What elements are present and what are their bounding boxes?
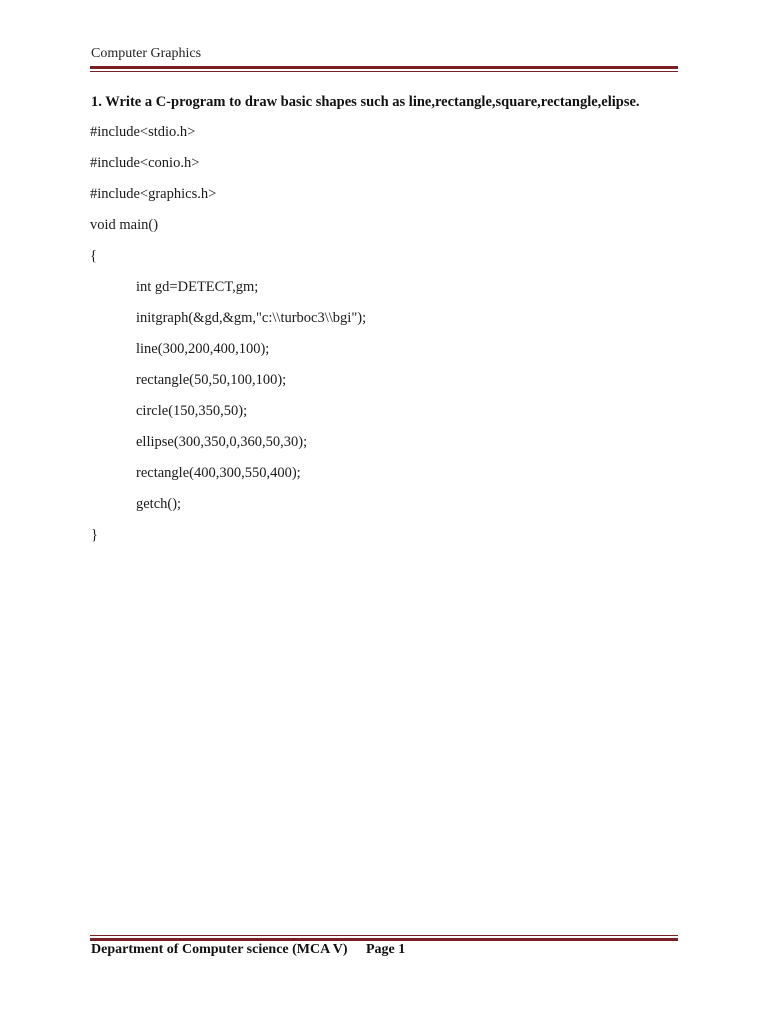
code-open-brace: { — [90, 248, 97, 264]
code-close-brace: } — [91, 527, 98, 543]
footer-page-number: Page 1 — [366, 942, 406, 957]
code-body-line: ellipse(300,350,0,360,50,30); — [136, 434, 308, 450]
footer-department: Department of Computer science (MCA V) — [91, 942, 348, 957]
code-include-stdio: #include<stdio.h> — [90, 124, 196, 140]
code-body-line: line(300,200,400,100); — [136, 341, 270, 357]
running-header-title: Computer Graphics — [91, 46, 202, 61]
code-body-line: initgraph(&gd,&gm,"c:\\turboc3\\bgi"); — [136, 310, 367, 326]
code-main-signature: void main() — [90, 217, 159, 233]
code-include-conio: #include<conio.h> — [90, 155, 200, 171]
code-body-line: getch(); — [136, 496, 182, 512]
question-heading: 1. Write a C-program to draw basic shapes such as line,rectangle,square,rectangle,elipse. — [91, 94, 640, 110]
footer-rule-thin — [90, 935, 678, 936]
code-include-graphics: #include<graphics.h> — [90, 186, 217, 202]
header-rule-thin — [90, 71, 678, 72]
header-rule-thick — [90, 66, 678, 69]
footer-rule-thick — [90, 938, 678, 941]
code-body-line: circle(150,350,50); — [136, 403, 248, 419]
code-body-line: int gd=DETECT,gm; — [136, 279, 259, 295]
code-body-line: rectangle(50,50,100,100); — [136, 372, 287, 388]
code-body-line: rectangle(400,300,550,400); — [136, 465, 301, 481]
